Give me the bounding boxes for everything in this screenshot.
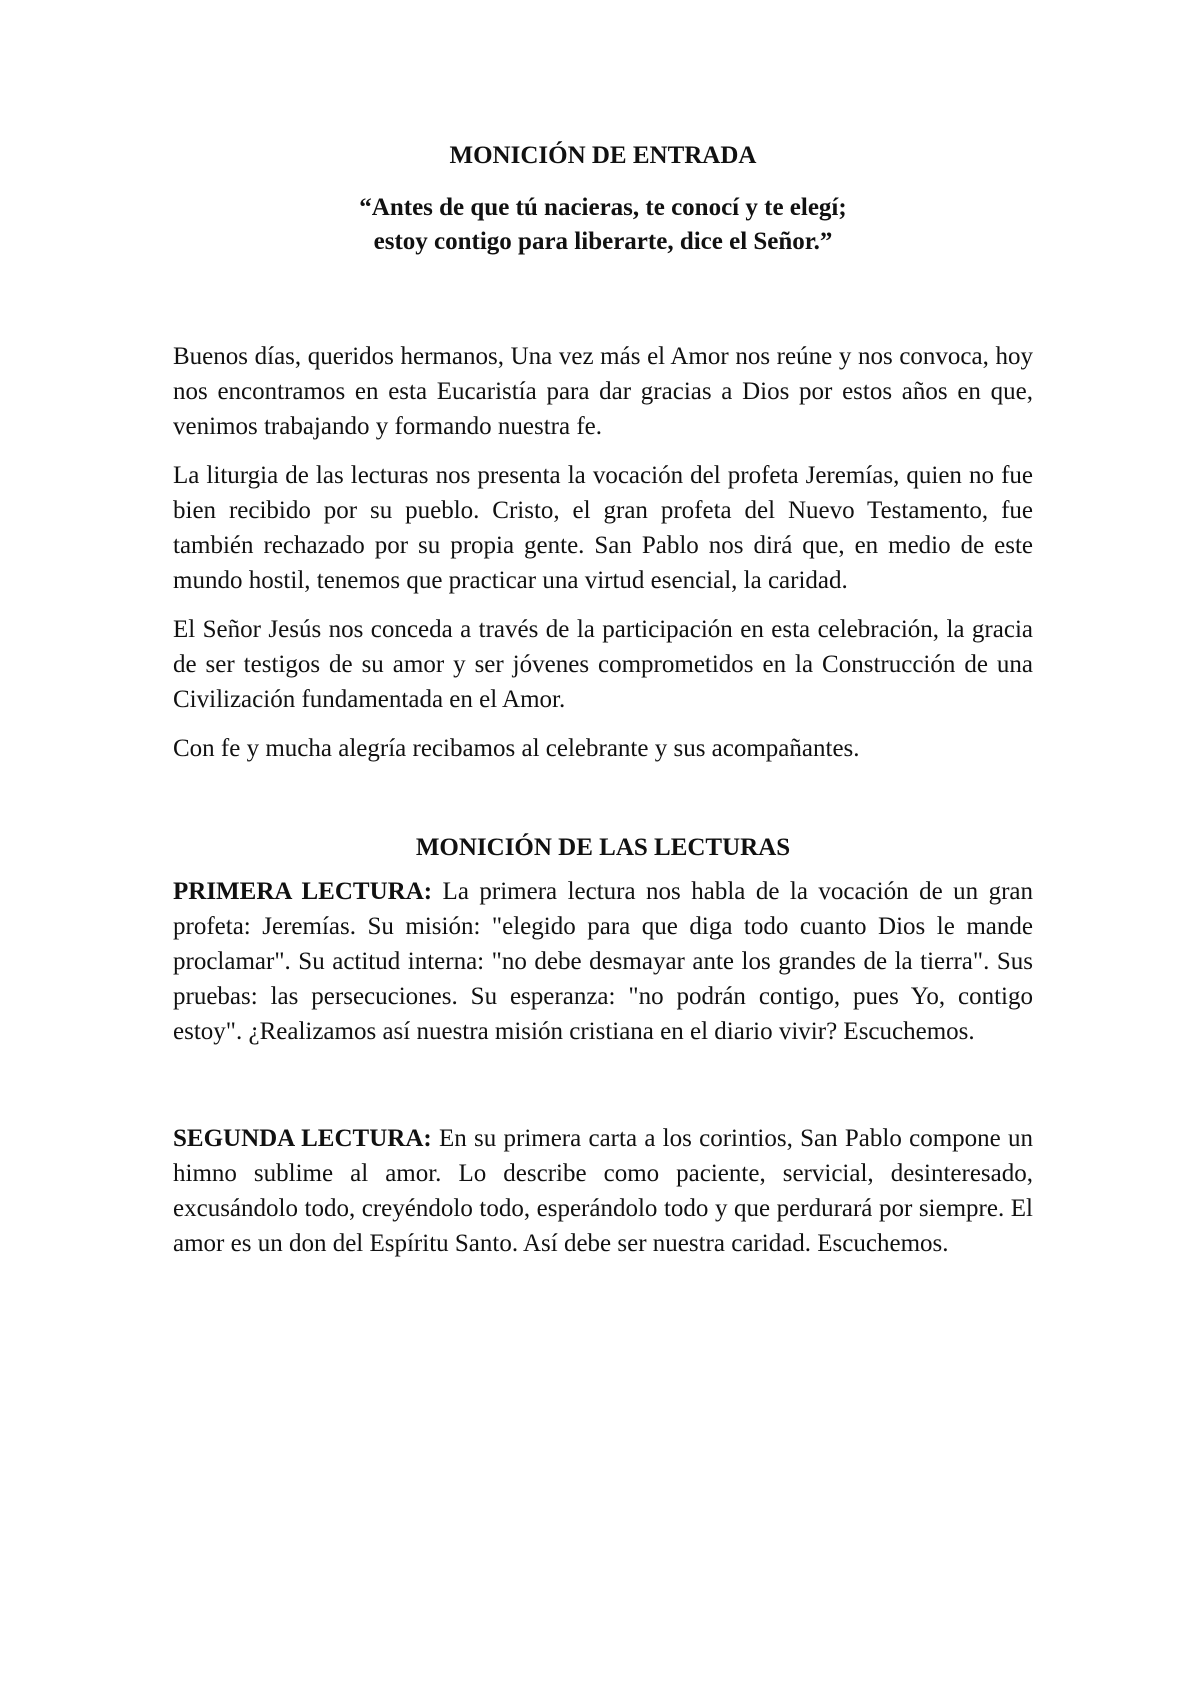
entrada-paragraph-2: La liturgia de las lecturas nos presenta la vocación del profeta Jeremías, quien no fue bien recibido por su pueblo. Cristo, el gran profeta del Nuevo Testamento, fue también rechazado por su propia gente. San Pablo nos dirá que, en medio de este mundo hostil, tenemos que practicar una virtud esencial, la caridad. — [173, 462, 1033, 594]
entrada-paragraph-1: Buenos días, queridos hermanos, Una vez más el Amor nos reúne y nos convoca, hoy nos encontramos en esta Eucaristía para dar gracias a Dios por estos años en que, venimos trabajando y formando nuestra fe. — [173, 343, 1033, 440]
entrada-paragraph-4: Con fe y mucha alegría recibamos al celebrante y sus acompañantes. — [173, 735, 860, 762]
document-page — [173, 140, 1033, 1261]
segunda-lectura-label: SEGUNDA LECTURA: — [173, 1125, 432, 1152]
lecturas-heading: MONICIÓN DE LAS LECTURAS — [415, 834, 791, 861]
primera-lectura-text: La primera lectura nos habla de la vocación de un gran profeta: Jeremías. Su misión: "elegido para que diga todo cuanto Dios le mande proclamar". Su actitud interna: "no debe desmayar ante los grandes de la tierra". Sus pruebas: las persecuciones. Su esperanza: "no podrán contigo, pues Yo, contigo estoy". ¿Realizamos así nuestra misión cristiana en el diario vivir? Escuchemos. — [173, 878, 1033, 1045]
segunda-lectura-text: En su primera carta a los corintios, San Pablo compone un himno sublime al amor. Lo describe como paciente, servicial, desinteresado, excusándolo todo, creyéndolo todo, esperándolo todo y que perdurará por siempre. El amor es un don del Espíritu Santo. Así debe ser nuestra caridad. Escuchemos. — [173, 1125, 1033, 1257]
quote-line-1: “Antes de que tú nacieras, te conocí y te elegí; — [359, 194, 847, 221]
segunda-lectura-paragraph — [173, 1121, 1033, 1261]
primera-lectura-paragraph — [173, 874, 1033, 1049]
primera-lectura-label: PRIMERA LECTURA: — [173, 878, 433, 905]
entrada-quote — [173, 191, 1033, 259]
quote-line-2: estoy contigo para liberarte, dice el Señor.” — [373, 228, 833, 255]
entrada-paragraph-3: El Señor Jesús nos conceda a través de la participación en esta celebración, la gracia de ser testigos de su amor y ser jóvenes comprometidos en la Construcción de una Civilización fundamentada en el Amor. — [173, 616, 1033, 713]
entrada-heading: MONICIÓN DE ENTRADA — [449, 142, 757, 169]
